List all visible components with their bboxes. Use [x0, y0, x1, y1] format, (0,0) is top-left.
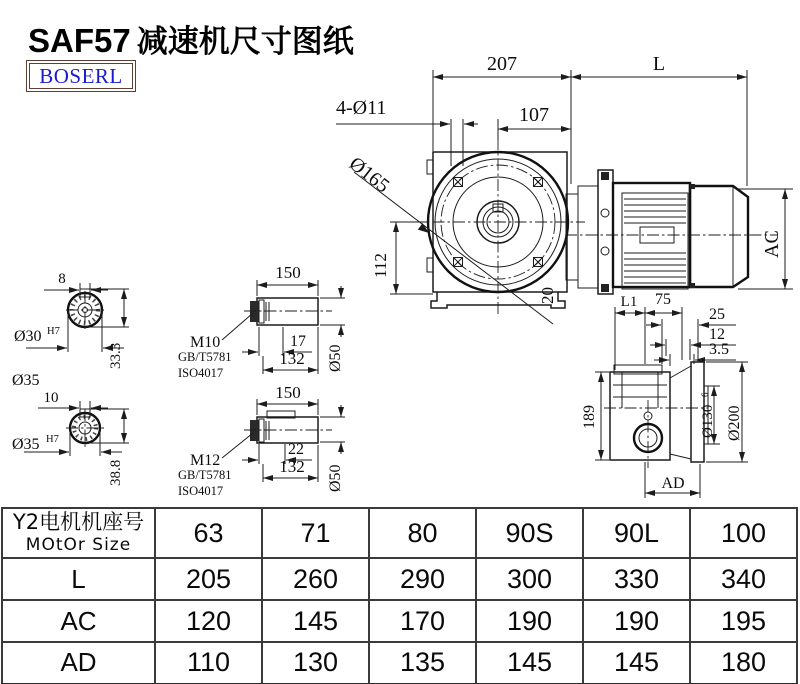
dim-ad: AD — [661, 475, 685, 492]
cell: 300 — [476, 558, 583, 600]
dim-step2: 12 — [709, 326, 725, 343]
bolt-hole-icon — [454, 178, 463, 187]
cell: 260 — [262, 558, 369, 600]
dim-step3: 3.5 — [709, 341, 729, 358]
retaining-bolt — [250, 420, 259, 441]
table-row-ad — [2, 642, 797, 684]
dim-diameter: Ø50 — [327, 344, 344, 372]
cell: 145 — [476, 642, 583, 684]
table-row-l — [2, 558, 797, 600]
thread-label: M12 — [190, 452, 221, 469]
motor-size-header — [2, 508, 155, 558]
shaft-section-b — [12, 390, 129, 486]
col-header: 63 — [155, 508, 262, 558]
dim-bore: Ø30 — [14, 328, 42, 345]
dim-key-width: 10 — [43, 390, 59, 406]
motor-size-label-en: MOtOr Size — [25, 535, 132, 555]
col-header: 80 — [369, 508, 476, 558]
dim-bore-plus-key: 38.8 — [108, 459, 124, 486]
table-header-row — [2, 508, 797, 558]
cell: 145 — [583, 642, 690, 684]
cell: 190 — [476, 600, 583, 642]
fan-cover — [690, 186, 748, 287]
cell: 190 — [583, 600, 690, 642]
dim-thread-length: 17 — [290, 333, 306, 350]
cell: 120 — [155, 600, 262, 642]
dim-bolt-circle: Ø165 — [344, 152, 394, 198]
row-label: L — [2, 558, 155, 600]
shaft-m10 — [178, 263, 345, 380]
dim-step1: 25 — [709, 306, 725, 323]
output-side-view — [581, 291, 748, 498]
standard-line2: ISO4017 — [178, 366, 224, 380]
dim-flange-od: Ø200 — [726, 405, 743, 441]
standard-line1: GB/T5781 — [178, 350, 232, 364]
dim-bore-tolerance: H7 — [47, 326, 60, 337]
dim-bore-tolerance: H7 — [46, 434, 59, 445]
front-view — [336, 53, 793, 324]
shaft-section-a — [12, 271, 129, 389]
title-text-cn: 减速机尺寸图纸 — [136, 24, 354, 60]
dim-bore: Ø35 — [12, 436, 40, 453]
cell: 110 — [155, 642, 262, 684]
standard-line2: ISO4017 — [178, 484, 224, 498]
dim-thread-length: 22 — [288, 441, 304, 458]
dim-hub-length: 132 — [279, 457, 305, 476]
dim-note-20: 20 — [538, 287, 557, 304]
dim-gear-length: 207 — [487, 53, 517, 75]
dim-diameter: Ø50 — [327, 464, 344, 492]
dim-center-to-flange: 107 — [519, 104, 549, 126]
brand-name: BOSERL — [39, 63, 123, 88]
dim-hub-length: 132 — [279, 349, 305, 368]
bolt-hole-icon — [534, 258, 543, 267]
dim-flange-depth: 75 — [655, 291, 671, 308]
dim-motor-length: L — [652, 53, 666, 75]
row-label: AD — [2, 642, 155, 684]
cell: 340 — [690, 558, 797, 600]
dim-height: 189 — [581, 405, 598, 429]
spec-table — [1, 507, 798, 683]
dim-key-width: 8 — [58, 271, 66, 287]
cell: 180 — [690, 642, 797, 684]
col-header: 90S — [476, 508, 583, 558]
motor-fins — [624, 199, 686, 283]
cell: 205 — [155, 558, 262, 600]
retaining-bolt — [250, 301, 259, 322]
cell: 145 — [262, 600, 369, 642]
model-number: SAF57 — [28, 22, 131, 59]
motor-flange — [598, 170, 613, 294]
cell: 330 — [583, 558, 690, 600]
dim-bore-plus-key: 33.3 — [108, 342, 124, 369]
cell: 135 — [369, 642, 476, 684]
dim-spigot: Ø130 — [700, 404, 716, 438]
dim-l1: L1 — [620, 294, 638, 310]
cell: 290 — [369, 558, 476, 600]
dim-motor-diameter: AC — [761, 230, 783, 258]
dim-shaft-label: Ø35 — [12, 372, 40, 389]
standard-line1: GB/T5781 — [178, 468, 232, 482]
cell: 130 — [262, 642, 369, 684]
cell: 170 — [369, 600, 476, 642]
table-row-ac — [2, 600, 797, 642]
col-header: 100 — [690, 508, 797, 558]
bolt-hole-icon — [454, 258, 463, 267]
dim-length: 150 — [275, 383, 301, 402]
thread-label: M10 — [190, 334, 221, 351]
col-header: 71 — [262, 508, 369, 558]
row-label: AC — [2, 600, 155, 642]
cell: 195 — [690, 600, 797, 642]
bolt-hole-icon — [534, 178, 543, 187]
dim-axis-height: 112 — [371, 253, 390, 278]
motor-size-label-cn: Y2电机机座号 — [12, 510, 145, 534]
dim-spigot-tolerance: 6 — [700, 392, 710, 397]
dim-bolt-holes: 4-Ø11 — [336, 97, 387, 119]
shaft-m12 — [178, 383, 345, 498]
col-header: 90L — [583, 508, 690, 558]
dim-length: 150 — [275, 263, 301, 282]
